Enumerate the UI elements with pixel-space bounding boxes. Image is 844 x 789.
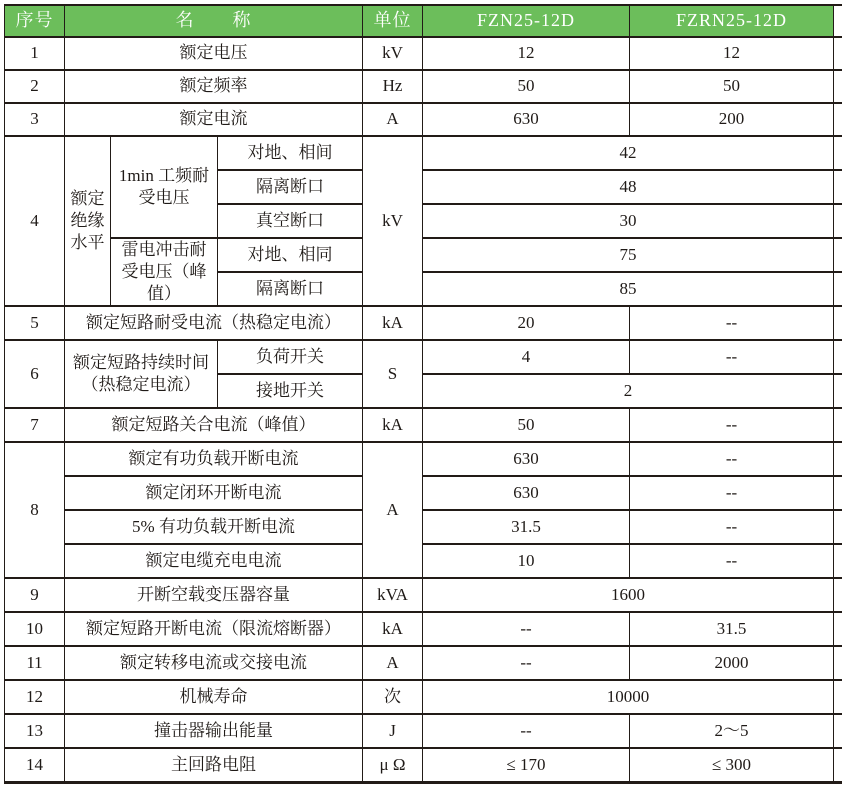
table-edge-stub (834, 5, 842, 37)
header-cell: 单位 (363, 5, 423, 37)
table-edge-stub (834, 136, 842, 170)
header-cell: FZRN25-12D (630, 5, 834, 37)
cell: 50 (423, 408, 630, 442)
cell: -- (630, 340, 834, 374)
cell: -- (423, 714, 630, 748)
table-row (5, 680, 842, 714)
cell: 10 (423, 544, 630, 578)
cell: 630 (423, 103, 630, 136)
cell: 额定有功负载开断电流 (65, 442, 363, 476)
cell: 额定绝缘水平 (65, 136, 111, 306)
cell: 4 (423, 340, 630, 374)
table-row (5, 544, 842, 578)
cell: 2 (423, 374, 834, 408)
table-edge-stub (834, 272, 842, 306)
cell: 5 (5, 306, 65, 340)
page (0, 4, 844, 789)
table-row (5, 748, 842, 782)
cell: 12 (5, 680, 65, 714)
cell: 额定短路耐受电流（热稳定电流） (65, 306, 363, 340)
spec-table-header (5, 5, 842, 37)
cell: 2 (5, 70, 65, 103)
cell: 1600 (423, 578, 834, 612)
header-cell: FZN25-12D (423, 5, 630, 37)
table-edge-stub (834, 680, 842, 714)
table-row (5, 408, 842, 442)
cell: 30 (423, 204, 834, 238)
table-edge-stub (834, 37, 842, 70)
cell: kA (363, 306, 423, 340)
cell: 12 (423, 37, 630, 70)
cell: 7 (5, 408, 65, 442)
table-edge-stub (834, 306, 842, 340)
cell: 9 (5, 578, 65, 612)
cell: 85 (423, 272, 834, 306)
cell: 1 (5, 37, 65, 70)
cell: 撞击器输出能量 (65, 714, 363, 748)
table-row (5, 306, 842, 340)
cell: 50 (423, 70, 630, 103)
table-row (5, 646, 842, 680)
cell: 额定短路开断电流（限流熔断器） (65, 612, 363, 646)
cell: 14 (5, 748, 65, 782)
cell: 开断空载变压器容量 (65, 578, 363, 612)
table-edge-stub (834, 340, 842, 374)
spec-table-body (5, 37, 842, 782)
cell: -- (630, 408, 834, 442)
cell: kV (363, 37, 423, 70)
cell: 次 (363, 680, 423, 714)
table-edge-stub (834, 408, 842, 442)
cell: 20 (423, 306, 630, 340)
cell: 额定电压 (65, 37, 363, 70)
cell: -- (630, 544, 834, 578)
cell: 机械寿命 (65, 680, 363, 714)
cell: 负荷开关 (218, 340, 363, 374)
header-cell: 序号 (5, 5, 65, 37)
table-row (5, 70, 842, 103)
cell: ≤ 300 (630, 748, 834, 782)
cell: 额定电缆充电电流 (65, 544, 363, 578)
cell: Hz (363, 70, 423, 103)
cell: 31.5 (423, 510, 630, 544)
cell: A (363, 442, 423, 578)
cell: 200 (630, 103, 834, 136)
cell: 10000 (423, 680, 834, 714)
table-row (5, 103, 842, 136)
table-edge-stub (834, 646, 842, 680)
cell: 对地、相间 (218, 136, 363, 170)
table-edge-stub (834, 510, 842, 544)
header-cell: 名 称 (65, 5, 363, 37)
cell: kA (363, 612, 423, 646)
table-edge-stub (834, 544, 842, 578)
cell: J (363, 714, 423, 748)
cell: 6 (5, 340, 65, 408)
spec-table (4, 4, 842, 784)
cell: 额定频率 (65, 70, 363, 103)
cell: ≤ 170 (423, 748, 630, 782)
table-row (5, 238, 842, 272)
cell: 对地、相同 (218, 238, 363, 272)
cell: 2000 (630, 646, 834, 680)
cell: 额定转移电流或交接电流 (65, 646, 363, 680)
table-edge-stub (834, 442, 842, 476)
cell: 12 (630, 37, 834, 70)
cell: μ Ω (363, 748, 423, 782)
cell: 42 (423, 136, 834, 170)
cell: 50 (630, 70, 834, 103)
cell: 隔离断口 (218, 272, 363, 306)
cell: 额定短路关合电流（峰值） (65, 408, 363, 442)
cell: 13 (5, 714, 65, 748)
cell: 隔离断口 (218, 170, 363, 204)
cell: 630 (423, 476, 630, 510)
cell: 31.5 (630, 612, 834, 646)
table-edge-stub (834, 578, 842, 612)
table-edge-stub (834, 714, 842, 748)
cell: -- (630, 476, 834, 510)
table-row (5, 340, 842, 374)
header-row (5, 5, 842, 37)
table-row (5, 510, 842, 544)
cell: 630 (423, 442, 630, 476)
cell: 主回路电阻 (65, 748, 363, 782)
cell: A (363, 646, 423, 680)
table-edge-stub (834, 612, 842, 646)
table-edge-stub (834, 103, 842, 136)
cell: 真空断口 (218, 204, 363, 238)
table-row (5, 37, 842, 70)
cell: -- (630, 306, 834, 340)
table-edge-stub (834, 748, 842, 782)
table-edge-stub (834, 170, 842, 204)
cell: 10 (5, 612, 65, 646)
cell: 11 (5, 646, 65, 680)
cell: 8 (5, 442, 65, 578)
cell: 额定电流 (65, 103, 363, 136)
table-edge-stub (834, 374, 842, 408)
table-edge-stub (834, 70, 842, 103)
cell: 48 (423, 170, 834, 204)
cell: 3 (5, 103, 65, 136)
table-row (5, 714, 842, 748)
cell: 额定短路持续时间（热稳定电流） (65, 340, 218, 408)
cell: kV (363, 136, 423, 306)
table-edge-stub (834, 476, 842, 510)
cell: 4 (5, 136, 65, 306)
cell: -- (423, 646, 630, 680)
cell: kVA (363, 578, 423, 612)
cell: 雷电冲击耐受电压（峰值） (111, 238, 218, 306)
cell: 5% 有功负载开断电流 (65, 510, 363, 544)
cell: 2～5 (630, 714, 834, 748)
table-row (5, 476, 842, 510)
cell: 接地开关 (218, 374, 363, 408)
table-edge-stub (834, 204, 842, 238)
table-edge-stub (834, 238, 842, 272)
cell: 1min 工频耐受电压 (111, 136, 218, 238)
table-row (5, 612, 842, 646)
table-row (5, 136, 842, 170)
table-row (5, 442, 842, 476)
cell: kA (363, 408, 423, 442)
cell: A (363, 103, 423, 136)
table-row (5, 578, 842, 612)
cell: -- (630, 510, 834, 544)
cell: -- (630, 442, 834, 476)
cell: -- (423, 612, 630, 646)
cell: 额定闭环开断电流 (65, 476, 363, 510)
cell: S (363, 340, 423, 408)
cell: 75 (423, 238, 834, 272)
